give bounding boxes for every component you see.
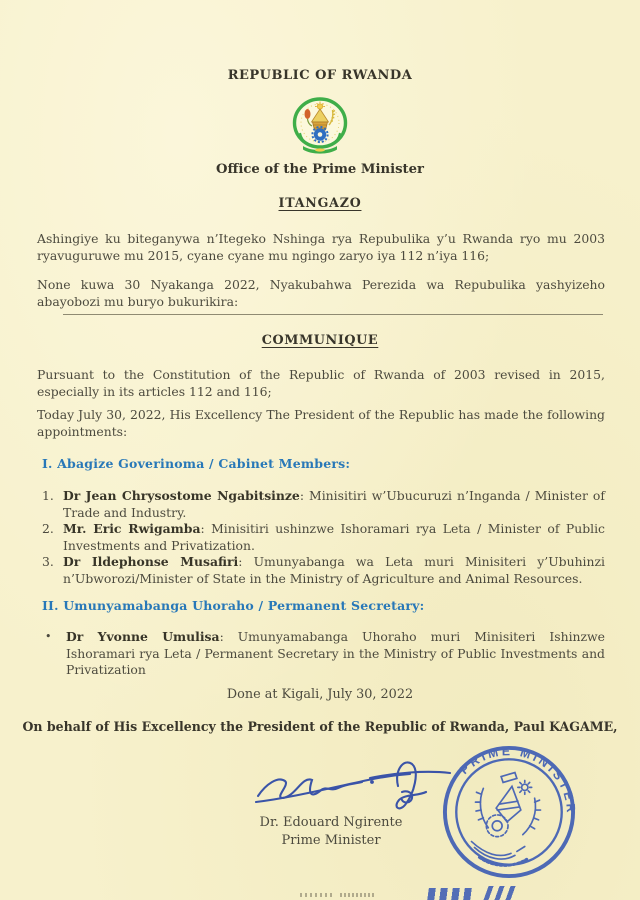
stamp-label: PRIME MINISTER — [457, 744, 578, 816]
cutoff-ink-fragment — [483, 886, 518, 900]
prime-minister-stamp-icon — [440, 743, 578, 881]
appointee-name: Dr Ildephonse Musafiri — [63, 554, 239, 569]
rwanda-coat-of-arms-icon — [292, 95, 348, 159]
prime-minister-signature-icon — [250, 752, 455, 816]
list-item — [42, 488, 605, 521]
list-marker: 2. — [42, 521, 54, 536]
appointee-name: Dr Jean Chrysostome Ngabitsinze — [63, 488, 300, 503]
cabinet-members-list — [42, 488, 605, 587]
appointment-text — [63, 554, 605, 587]
appointee-role: : Umunyamabanga Uhoraho muri Minisiteri Ishinzwe Ishoramari rya Leta / Permanent Secretary in the Ministry of Public Investments and Privatization — [66, 629, 605, 677]
appointee-role: : Umunyabanga wa Leta muri Minisiteri y’Ubuhinzi n’Ubworozi/Minister of State in the Ministry of Agriculture and Animal Resources. — [63, 554, 605, 586]
appointment-text — [63, 488, 605, 521]
list-marker: 3. — [42, 554, 54, 569]
list-marker: 1. — [42, 488, 54, 503]
kinyarwanda-paragraph: None kuwa 30 Nyakanga 2022, Nyakubahwa Perezida wa Repubulika yashyizeho abayobozi mu buryo bukurikira: — [37, 277, 605, 309]
appointee-name: Mr. Eric Rwigamba — [63, 521, 201, 536]
list-item — [42, 629, 605, 679]
list-item — [42, 521, 605, 554]
english-heading: COMMUNIQUE — [261, 333, 379, 348]
section-divider — [63, 314, 603, 315]
kinyarwanda-heading: ITANGAZO — [278, 195, 362, 210]
appointment-text — [63, 521, 605, 554]
cutoff-ink-fragment — [427, 888, 473, 900]
section-heading-permanent-secretary: II. Umunyamabanga Uhoraho / Permanent Secretary: — [42, 598, 425, 613]
done-at-line: Done at Kigali, July 30, 2022 — [226, 687, 414, 702]
list-item — [42, 554, 605, 587]
cutoff-text-fragment — [340, 893, 376, 897]
on-behalf-line: On behalf of His Excellency the President of the Republic of Rwanda, Paul KAGAME, — [22, 719, 618, 734]
permanent-secretary-list — [42, 629, 605, 679]
english-paragraph: Today July 30, 2022, His Excellency The President of the Republic has made the following appointments: — [37, 407, 605, 439]
bullet-marker: • — [45, 630, 52, 643]
office-title: Office of the Prime Minister — [216, 162, 424, 177]
appointee-name: Dr Yvonne Umulisa — [66, 629, 220, 644]
cutoff-text-fragment — [300, 893, 334, 897]
kinyarwanda-paragraph: Ashingiye ku biteganywa n’Itegeko Nshinga rya Repubulika y’u Rwanda ryo mu 2003 ryavuguruwe mu 2015, cyane cyane mu ngingo zaryo iya 112 n’iya 116; — [37, 231, 605, 263]
english-paragraph: Pursuant to the Constitution of the Republic of Rwanda of 2003 revised in 2015, especially in its articles 112 and 116; — [37, 367, 605, 399]
section-heading-cabinet-members: I. Abagize Goverinoma / Cabinet Members: — [42, 456, 351, 471]
appointee-role: : Minisitiri ushinzwe Ishoramari rya Leta / Minister of Public Investments and Privatization. — [63, 521, 605, 553]
signatory-name: Dr. Edouard Ngirente — [259, 815, 403, 830]
signatory-title: Prime Minister — [281, 833, 381, 848]
appointment-text — [66, 629, 605, 679]
appointee-role: : Minisitiri w’Ubucuruzi n’Inganda / Minister of Trade and Industry. — [63, 488, 605, 520]
country-title: REPUBLIC OF RWANDA — [227, 68, 413, 83]
